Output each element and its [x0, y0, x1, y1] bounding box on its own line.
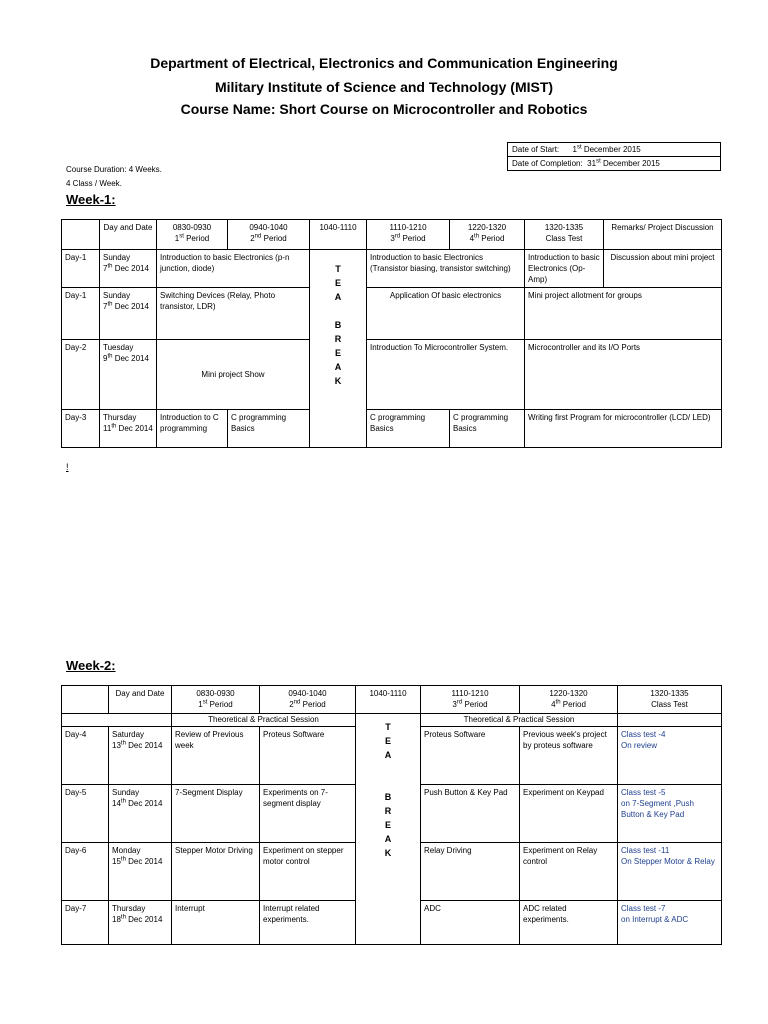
header-class-test: 1320-1335 Class Test — [525, 220, 604, 250]
day-date: Tuesday 9th Dec 2014 — [100, 340, 157, 410]
period-2-cell: Proteus Software — [260, 727, 356, 785]
period-4-cell: Experiment on Keypad — [520, 785, 618, 843]
session-morning: Introduction to basic Electronics (p-n junction, diode) — [157, 250, 310, 288]
period-3-cell: Relay Driving — [421, 843, 520, 901]
day-label: Day-1 — [62, 288, 100, 340]
day-label: Day-6 — [62, 843, 109, 901]
period-2-cell: C programming Basics — [228, 410, 310, 448]
period-1-cell: 7-Segment Display — [172, 785, 260, 843]
header-period-3: 1110-1210 3rd Period — [367, 220, 450, 250]
week2-table — [61, 685, 722, 945]
remarks-cell: Discussion about mini project — [604, 250, 722, 288]
period-3-cell: C programming Basics — [367, 410, 450, 448]
header-period-4: 1220-1320 4th Period — [520, 686, 618, 714]
period-4-cell: Previous week's project by proteus software — [520, 727, 618, 785]
period-2-cell: Experiments on 7-segment display — [260, 785, 356, 843]
day-date: Monday 15th Dec 2014 — [109, 843, 172, 901]
class-test-cell: Class test -11 On Stepper Motor & Relay — [618, 843, 722, 901]
tea-break-column: T E A B R E A K — [356, 714, 421, 945]
period-4-cell: C programming Basics — [450, 410, 525, 448]
day-date: Sunday 14th Dec 2014 — [109, 785, 172, 843]
header-period-2: 0940-1040 2nd Period — [260, 686, 356, 714]
week2-title: Week-2: — [66, 658, 116, 673]
session-afternoon: Introduction to basic Electronics (Transistor biasing, transistor switching) — [367, 250, 525, 288]
period-4-cell: ADC related experiments. — [520, 901, 618, 945]
day-date: Thursday 18th Dec 2014 — [109, 901, 172, 945]
day-label: Day-2 — [62, 340, 100, 410]
day-date: Thursday 11th Dec 2014 — [100, 410, 157, 448]
day-date: Sunday 7th Dec 2014 — [100, 250, 157, 288]
period-2-cell: Interrupt related experiments. — [260, 901, 356, 945]
dept-title: Department of Electrical, Electronics and Communication Engineering — [150, 55, 618, 71]
day-label: Day-4 — [62, 727, 109, 785]
session-morning: Mini project Show — [157, 340, 310, 410]
stray-mark: ! — [66, 462, 69, 472]
period-1-cell: Review of Previous week — [172, 727, 260, 785]
class-test-cell: Class test -4 On review — [618, 727, 722, 785]
period-3-cell: Push Button & Key Pad — [421, 785, 520, 843]
session-label-pm: Theoretical & Practical Session — [421, 714, 618, 727]
session-row — [62, 714, 722, 727]
period-1-cell: Stepper Motor Driving — [172, 843, 260, 901]
day-label: Day-5 — [62, 785, 109, 843]
period-3-cell: ADC — [421, 901, 520, 945]
session-morning: Switching Devices (Relay, Photo transistor, LDR) — [157, 288, 310, 340]
course-duration: Course Duration: 4 Weeks. — [66, 165, 162, 174]
header-break-time: 1040-1110 — [356, 686, 421, 714]
week1-header-row — [62, 220, 722, 250]
table-row — [62, 410, 722, 448]
date-box — [507, 142, 721, 171]
session-afternoon: Application Of basic electronics — [367, 288, 525, 340]
course-classes: 4 Class / Week. — [66, 179, 122, 188]
period-1-cell: Introduction to C programming — [157, 410, 228, 448]
day-label: Day-3 — [62, 410, 100, 448]
header-day-date: Day and Date — [100, 220, 157, 250]
course-title: Course Name: Short Course on Microcontroller and Robotics — [180, 101, 588, 117]
day-date: Saturday 13th Dec 2014 — [109, 727, 172, 785]
header-day-date: Day and Date — [109, 686, 172, 714]
header-period-4: 1220-1320 4th Period — [450, 220, 525, 250]
period-1-cell: Interrupt — [172, 901, 260, 945]
day-label: Day-7 — [62, 901, 109, 945]
week2-header-row — [62, 686, 722, 714]
class-test-cell: Introduction to basic Electronics (Op-Amp) — [525, 250, 604, 288]
day-date: Sunday 7th Dec 2014 — [100, 288, 157, 340]
tea-break-column: T E A B R E A K — [310, 250, 367, 448]
table-row — [62, 250, 722, 288]
session-label-am: Theoretical & Practical Session — [172, 714, 356, 727]
institute-title: Military Institute of Science and Technology (MIST) — [214, 79, 554, 95]
period-3-cell: Proteus Software — [421, 727, 520, 785]
week1-title: Week-1: — [66, 192, 116, 207]
session-afternoon: Introduction To Microcontroller System. — [367, 340, 525, 410]
header-remarks: Remarks/ Project Discussion — [604, 220, 722, 250]
start-date: Date of Start: 1st December 2015 — [508, 143, 721, 157]
header-class-test: 1320-1335 Class Test — [618, 686, 722, 714]
header-period-2: 0940-1040 2nd Period — [228, 220, 310, 250]
class-test-cell: Class test -5 on 7-Segment ,Push Button & Key Pad — [618, 785, 722, 843]
ct-remarks-cell: Mini project allotment for groups — [525, 288, 722, 340]
completion-date: Date of Completion: 31st December 2015 — [508, 157, 721, 171]
ct-remarks-cell: Microcontroller and its I/O Ports — [525, 340, 722, 410]
table-row — [62, 288, 722, 340]
class-test-cell: Class test -7 on Interrupt & ADC — [618, 901, 722, 945]
header-period-1: 0830-0930 1st Period — [172, 686, 260, 714]
ct-remarks-cell: Writing first Program for microcontroller (LCD/ LED) — [525, 410, 722, 448]
week1-table — [61, 219, 722, 448]
period-4-cell: Experiment on Relay control — [520, 843, 618, 901]
header-period-1: 0830-0930 1st Period — [157, 220, 228, 250]
header-period-3: 1110-1210 3rd Period — [421, 686, 520, 714]
table-row — [62, 340, 722, 410]
day-label: Day-1 — [62, 250, 100, 288]
header-break-time: 1040-1110 — [310, 220, 367, 250]
period-2-cell: Experiment on stepper motor control — [260, 843, 356, 901]
